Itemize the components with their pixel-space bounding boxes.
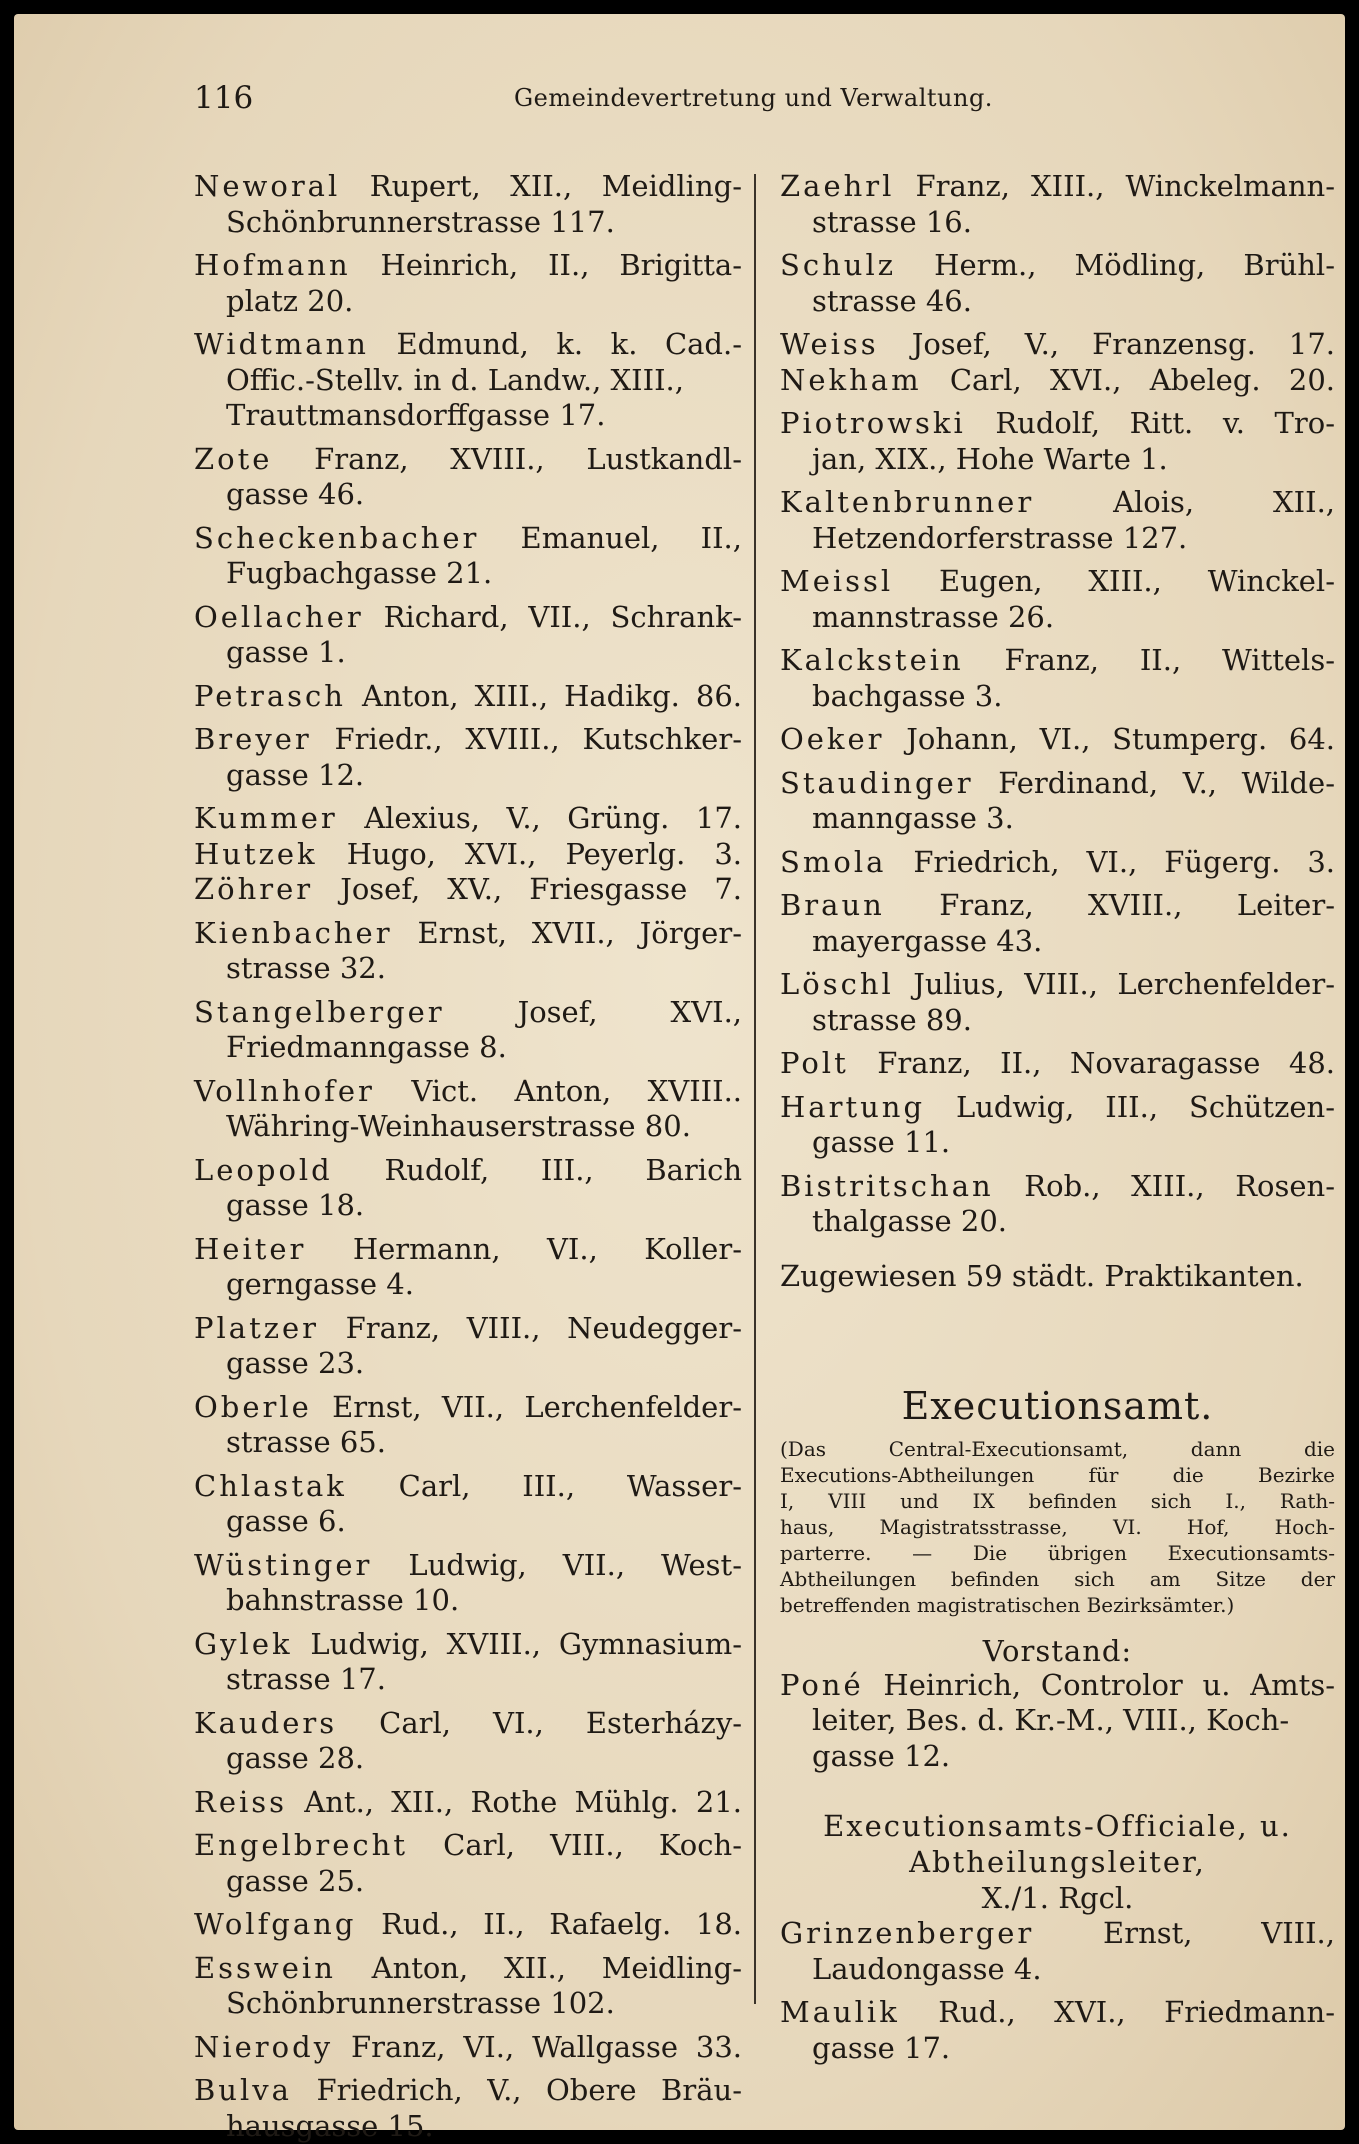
note-line: I, VIII und IX befinden sich I., Rath- [780,1488,1335,1513]
entry-surname: Wüstinger [194,1547,373,1582]
right-entries [780,169,1335,1240]
entry-surname: Kummer [194,801,338,835]
entry-continuation: bahnstrasse 10. [226,1583,460,1617]
entry-line [780,722,1335,758]
entry-details: Ludwig, XVIII., Gymnasium- [310,1626,743,1661]
entry-surname: Grinzenberger [780,1916,1035,1950]
entry-line [780,766,1335,802]
vorstand-heading: Vorstand: [982,1633,1133,1668]
entry-surname: Piotrowski [780,406,966,440]
entry-surname: Nekham [780,362,922,397]
directory-entry [194,916,742,987]
entry-line [194,1907,742,1943]
entry-surname: Maulik [780,1995,900,2029]
entry-details: Ernst, XVII., Jörger- [417,915,743,950]
entry-continuation: gasse 1. [226,635,346,669]
page [14,14,1345,2143]
directory-entry [194,995,742,1066]
entry-details: Franz, II., Wittels- [1004,643,1336,677]
right-column [780,169,1335,2066]
entry-continuation: hausgasse 15. [226,2108,434,2143]
entry-continuation: Schönbrunnerstrasse 102. [226,1986,615,2020]
entry-line [780,327,1335,363]
entry-line [194,1153,742,1189]
directory-entry [780,406,1335,477]
entry-continuation: gasse 18. [226,1188,365,1222]
note-line: betreffenden magistratischen Bezirksämter.) [780,1592,1235,1617]
directory-entry [194,169,742,240]
entry-line [194,837,742,873]
entry-line [780,1169,1335,1205]
directory-entry [194,679,742,715]
running-title: Gemeindevertretung und Verwaltung. [514,84,993,112]
officiale-heading-line1: Executionsamts-Officiale, u. [823,1809,1292,1843]
entry-line [194,1951,742,1987]
entry-details: Heinrich, II., Brigitta- [380,248,743,282]
entry-continuation: leiter, Bes. d. Kr.-M., VIII., Koch- [812,1703,1290,1737]
entry-continuation: strasse 65. [226,1425,386,1459]
entry-line [194,722,742,758]
entry-surname: Wolfgang [194,1907,357,1941]
entry-surname: Smola [780,844,887,879]
entry-continuation: strasse 32. [226,951,386,985]
entry-details: Johann, VI., Stumperg. 64. [906,722,1335,756]
entry-surname: Schulz [780,248,897,282]
entry-continuation: Friedmanngasse 8. [226,1030,507,1064]
directory-entry [780,643,1335,714]
directory-entry [780,248,1335,319]
entry-surname: Kalckstein [780,643,964,677]
entry-details: Carl, VIII., Koch- [443,1828,742,1862]
entry-surname: Heiter [194,1231,307,1266]
directory-entry [194,1232,742,1303]
entry-details: Ant., XII., Rothe Mühlg. 21. [304,1784,742,1819]
entry-line [780,363,1335,399]
entry-line [194,2073,742,2109]
directory-entry [194,1627,742,1698]
entry-surname: Stangelberger [194,994,445,1029]
entry-surname: Kaltenbrunner [780,485,1035,519]
entry-continuation: jan, XIX., Hohe Warte 1. [812,441,1168,476]
entry-surname: Chlastak [194,1468,347,1503]
entry-details: Carl, XVI., Abeleg. 20. [949,362,1336,397]
entry-surname: Oberle [194,1389,312,1424]
entry-surname: Reiss [194,1784,288,1819]
entry-surname: Zöhrer [194,872,314,906]
entry-surname: Braun [780,888,885,922]
directory-entry [194,521,742,592]
entry-details: Carl, VI., Esterházy- [379,1705,743,1740]
entry-continuation: thalgasse 20. [812,1204,1008,1238]
entry-surname: Staudinger [780,765,974,800]
directory-entry [780,327,1335,363]
entry-line [194,995,742,1031]
entry-surname: Kienbacher [194,915,393,950]
entry-surname: Zaehrl [780,169,895,203]
entry-line [194,1390,742,1426]
entry-continuation: Hetzendorferstrasse 127. [812,520,1188,555]
entry-surname: Vollnhofer [194,1073,375,1108]
entry-line [194,600,742,636]
note-line: parterre. — Die übrigen Executionsamts- [780,1540,1335,1565]
entry-details: Carl, III., Wasser- [398,1468,742,1503]
directory-entry [194,1311,742,1382]
directory-entry [780,1995,1335,2066]
entry-details: Rupert, XII., Meidling- [369,169,742,203]
entry-line [194,442,742,478]
entry-details: Eugen, XIII., Winckel- [939,564,1336,598]
directory-entry [194,1390,742,1461]
entry-line [194,1706,742,1742]
entry-surname: Nierody [194,2029,334,2064]
directory-entry [780,169,1335,240]
left-column [194,169,742,2144]
entry-details: Ernst, VIII., [1103,1916,1335,1950]
directory-entry [194,722,742,793]
entry-details: Franz, XIII., Winckelmann- [915,169,1335,203]
entry-details: Rud., XVI., Friedmann- [938,1995,1336,2029]
note-line: (Das Central-Executionsamt, dann die [780,1436,1335,1461]
entry-details: Rudolf, Ritt. v. Tro- [995,406,1335,440]
entry-continuation: bachgasse 3. [812,678,1003,713]
entry-surname: Oeker [780,722,885,756]
entry-continuation: gasse 25. [226,1863,365,1898]
entry-surname: Platzer [194,1310,320,1345]
entry-details: Anton, XIII., Hadikg. 86. [362,678,742,713]
entry-line [780,888,1335,924]
entry-line [780,564,1335,600]
entry-continuation: platz 20. [226,283,354,318]
entry-details: Josef, V., Franzensg. 17. [911,327,1335,361]
entry-continuation: gasse 28. [226,1741,365,1775]
entry-surname: Meissl [780,564,894,598]
executionsamt-note [780,1436,1335,1618]
directory-entry [194,1153,742,1224]
entry-line [194,872,742,908]
directory-entry [194,1469,742,1540]
entry-details: Anton, XII., Meidling- [371,1950,743,1985]
entry-surname: Petrasch [194,678,346,713]
entry-line [780,169,1335,205]
entry-line [194,1785,742,1821]
vorstand-entry [780,1668,1335,1775]
directory-entry [194,327,742,434]
directory-entry [780,1090,1335,1161]
page-header [194,80,1014,120]
entry-details: Ferdinand, V., Wilde- [998,765,1336,800]
directory-entry [780,1916,1335,1987]
page-number: 116 [194,80,254,116]
entry-details: Franz, VI., Wallgasse 33. [351,2029,743,2064]
entry-continuation: gasse 12. [812,1738,951,1773]
directory-entry [194,872,742,908]
entry-surname: Hutzek [194,836,318,871]
entry-details: Ludwig, III., Schützen- [955,1089,1335,1124]
entry-surname: Zote [194,441,273,476]
entry-continuation: gasse 46. [226,477,365,511]
entry-continuation: Fugbachgasse 21. [226,556,493,590]
directory-entry [780,1169,1335,1240]
officiale-heading-line3: X./1. Rgcl. [981,1881,1134,1915]
entry-line [780,248,1335,284]
entry-continuation: gasse 12. [226,757,365,792]
directory-entry [780,766,1335,837]
directory-entry [780,845,1335,881]
entry-line [194,1074,742,1110]
entry-details: Rudolf, III., Barich [384,1152,742,1187]
directory-entry [194,1828,742,1899]
entry-surname: Widtmann [194,327,369,361]
entry-line [194,521,742,557]
directory-entry [780,564,1335,635]
entry-line [194,1232,742,1268]
entry-line [780,406,1335,442]
entry-surname: Bistritschan [780,1168,994,1203]
entry-surname: Hartung [780,1089,926,1124]
entry-continuation: strasse 17. [226,1662,386,1696]
entry-details: Friedrich, V., Obere Bräu- [316,2073,742,2107]
note-line: Executions-Abtheilungen für die Bezirke [780,1462,1335,1487]
entry-details: Alois, XII., [1113,485,1336,519]
directory-entry [194,248,742,319]
entry-line [194,327,742,363]
entry-surname: Esswein [194,1950,336,1985]
directory-entry [194,1951,742,2022]
directory-entry [194,2030,742,2066]
entry-surname: Scheckenbacher [194,520,480,555]
section-title-executionsamt: Executionsamt. [901,1383,1214,1428]
entry-continuation: manngasse 3. [812,801,1014,835]
entry-line [780,1090,1335,1126]
entry-continuation: gasse 11. [812,1125,951,1159]
entry-continuation: mannstrasse 26. [812,599,1055,634]
entry-details: Rud., II., Rafaelg. 18. [381,1907,743,1941]
directory-entry [780,485,1335,556]
entry-details: Herm., Mödling, Brühl- [934,248,1336,282]
entry-continuation: gerngasse 4. [226,1267,414,1301]
entry-line [780,1046,1335,1082]
entry-line [194,169,742,205]
entry-line [780,1995,1335,2031]
directory-entry [194,801,742,837]
entry-surname: Oellacher [194,599,364,634]
directory-entry [194,1074,742,1145]
entry-details: Hugo, XVI., Peyerlg. 3. [346,836,742,871]
entry-details: Franz, XVIII., Lustkandl- [314,441,742,476]
entry-surname: Löschl [780,967,894,1001]
directory-entry [194,837,742,873]
officiale-list [780,1916,1335,2066]
entry-line [194,1548,742,1584]
entry-line [194,248,742,284]
entry-line [194,916,742,952]
entry-details: Alexius, V., Grüng. 17. [364,801,742,835]
directory-entry [194,1706,742,1777]
directory-entry [194,2073,742,2144]
entry-surname: Breyer [194,722,312,756]
column-divider [754,174,756,2004]
note-line: Abtheilungen befinden sich am Sitze der [780,1566,1335,1591]
entry-line [780,1916,1335,1952]
directory-entry [780,967,1335,1038]
entry-continuation: gasse 17. [812,2030,951,2065]
directory-entry [194,600,742,671]
directory-entry [194,1548,742,1619]
entry-continuation: Laudongasse 4. [812,1951,1042,1986]
entry-details: Richard, VII., Schrank- [383,599,742,634]
entry-details: Emanuel, II., [520,520,742,555]
entry-surname: Bulva [194,2073,292,2107]
directory-entry [194,442,742,513]
entry-details: Friedr., XVIII., Kutschker- [334,722,742,756]
entry-line [194,1469,742,1505]
entry-line [780,485,1335,521]
directory-entry [780,888,1335,959]
entry-line [194,1627,742,1663]
officiale-heading-line2: Abtheilungsleiter, [909,1845,1206,1879]
entry-surname: Neworal [194,169,341,203]
entry-line [194,1828,742,1864]
directory-entry [780,722,1335,758]
entry-continuation: Offic.-Stellv. in d. Landw., XIII., [226,362,684,397]
entry-details: Josef, XV., Friesgasse 7. [340,872,742,906]
entry-details: Josef, XVI., [517,994,743,1029]
entry-details: Ernst, VII., Lerchenfelder- [332,1389,742,1424]
entry-continuation: Trauttmansdorffgasse 17. [226,398,606,432]
entry-continuation: gasse 6. [226,1504,346,1538]
entry-surname: Weiss [780,327,879,361]
directory-entry [194,1907,742,1943]
entry-line [194,2030,742,2066]
entry-surname: Polt [780,1046,849,1080]
entry-continuation: strasse 89. [812,1002,972,1037]
entry-details: Franz, II., Novaragasse 48. [877,1046,1336,1080]
entry-details: Julius, VIII., Lerchenfelder- [913,967,1335,1001]
entry-line [194,801,742,837]
entry-surname: Leopold [194,1152,333,1187]
entry-line [194,1311,742,1347]
entry-details: Heinrich, Controlor u. Amts- [883,1667,1336,1702]
directory-entry [780,1046,1335,1082]
entry-line [780,643,1335,679]
entry-line [780,845,1335,881]
entry-continuation: Währing-Weinhauserstrasse 80. [226,1109,691,1143]
entry-surname: Poné [780,1667,864,1702]
entry-details: Hermann, VI., Koller- [352,1231,742,1266]
directory-entry [194,1785,742,1821]
entry-surname: Engelbrecht [194,1828,409,1862]
entry-details: Franz, VIII., Neudegger- [345,1310,742,1345]
entry-details: Ludwig, VII., West- [408,1547,742,1582]
entry-continuation: Schönbrunnerstrasse 117. [226,204,615,239]
entry-surname: Hofmann [194,248,351,282]
entry-continuation: strasse 46. [812,283,972,318]
entry-continuation: strasse 16. [812,204,972,239]
entry-line [780,967,1335,1003]
entry-line [194,679,742,715]
directory-entry [780,363,1335,399]
entry-line [780,1668,1335,1704]
entry-continuation: mayergasse 43. [812,923,1043,958]
zugewiesen-note: Zugewiesen 59 städt. Praktikanten. [780,1258,1304,1293]
entry-surname: Gylek [194,1626,293,1661]
entry-details: Edmund, k. k. Cad.- [396,327,742,361]
entry-details: Vict. Anton, XVIII.. [411,1073,743,1108]
entry-details: Friedrich, VI., Fügerg. 3. [913,844,1335,879]
entry-details: Rob., XIII., Rosen- [1024,1168,1336,1203]
entry-continuation: gasse 23. [226,1346,365,1380]
entry-surname: Kauders [194,1705,338,1740]
note-line: haus, Magistratsstrasse, VI. Hof, Hoch- [780,1514,1335,1539]
entry-details: Franz, XVIII., Leiter- [939,888,1336,922]
